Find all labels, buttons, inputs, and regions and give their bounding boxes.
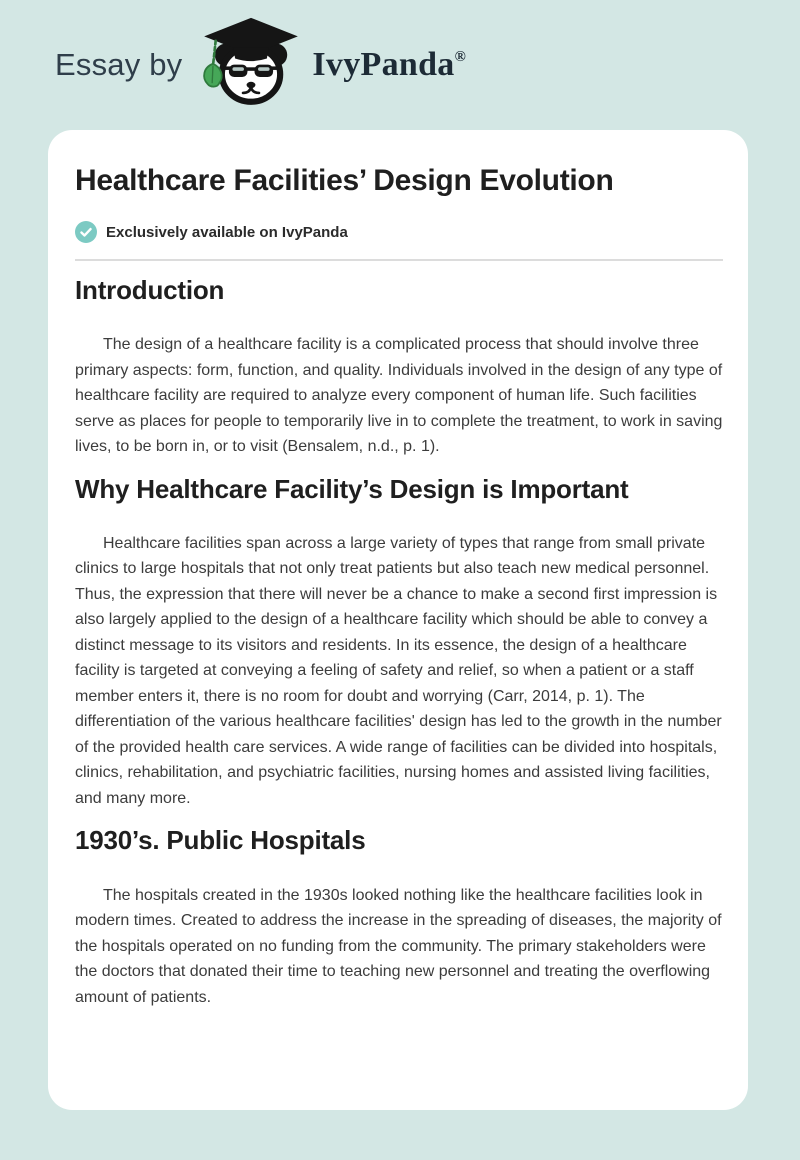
section-heading-1930s-public-hospitals: 1930’s. Public Hospitals — [75, 825, 366, 856]
section-introduction — [75, 275, 723, 460]
header-prefix: Essay by — [55, 47, 183, 82]
essay-title: Healthcare Facilities’ Design Evolution — [75, 164, 614, 197]
essay-card — [48, 130, 748, 1110]
section-why-design-important — [75, 474, 723, 812]
brand-text: IvyPanda — [312, 46, 455, 83]
check-icon — [75, 221, 97, 243]
section-heading-why-design-important: Why Healthcare Facility’s Design is Important — [75, 473, 629, 504]
brand-name — [312, 46, 466, 84]
header — [0, 0, 800, 130]
panda-graduate-logo-icon — [198, 15, 304, 109]
badge-text: Exclusively available on IvyPanda — [106, 223, 348, 241]
section-paragraph: The hospitals created in the 1930s looked nothing like the healthcare facilities look in modern times. Created to address the increase in the spreading of diseases, the majority of the hospitals operated on no funding from the community. The primary stakeholders were the doctors that donated their time to teaching new personnel and treating the overflowing amount of patients. — [75, 886, 722, 1006]
section-1930s-public-hospitals — [75, 825, 723, 1010]
section-paragraph: Healthcare facilities span across a large variety of types that range from small private clinics to large hospitals that not only treat patients but also teach new medical personnel. Thus, the expression that there will never be a chance to make a second first impression is also largely applied to the design of a healthcare facility which should be able to convey a distinct message to its visitors and residents. In its essence, the design of a healthcare facility is targeted at conveying a feeling of safety and relief, so when a patient or a staff member enters it, there is no room for doubt and worrying (Carr, 2014, p. 1). The differentiation of the various healthcare facilities' design has led to the growth in the number of the provided health care services. A wide range of facilities can be divided into hospitals, clinics, rehabilitation, and psychiatric facilities, nursing homes and assisted living facilities, and many more. — [75, 534, 722, 807]
exclusive-badge — [75, 221, 723, 243]
registered-mark: ® — [454, 49, 467, 65]
section-paragraph: The design of a healthcare facility is a complicated process that should involve three primary aspects: form, function, and quality. Individuals involved in the design of any type of healthcare facility are required to analyze every component of human life. Such facilities serve as places for people to temporarily live in to complete the treatment, to work in saving lives, to be born in, or to visit (Bensalem, n.d., p. 1). — [75, 336, 723, 456]
section-heading-introduction: Introduction — [75, 275, 225, 305]
divider — [75, 259, 723, 261]
